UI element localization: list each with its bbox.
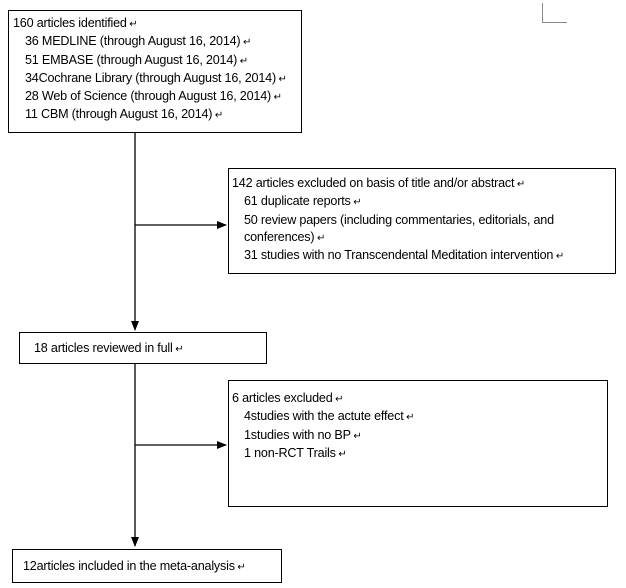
excluded-screening-title: 142 articles excluded on basis of title and/or abstract ↵: [232, 175, 611, 193]
reviewed-title: 18 articles reviewed in full ↵: [34, 340, 266, 358]
source-cbm: 11 CBM (through August 16, 2014) ↵: [13, 106, 301, 124]
reviewed-box: [19, 332, 267, 364]
excluded-full-title: 6 articles excluded ↵: [232, 390, 603, 408]
excluded-no-tm: 31 studies with no Transcendental Meditation intervention ↵: [232, 247, 611, 265]
excluded-screening-box: [228, 168, 616, 274]
included-box: [12, 549, 282, 583]
source-cochrane: 34Cochrane Library (through August 16, 2014) ↵: [13, 70, 301, 88]
excluded-no-bp: 1studies with no BP ↵: [232, 427, 603, 445]
excluded-duplicates: 61 duplicate reports ↵: [232, 193, 611, 211]
excluded-non-rct: 1 non-RCT Trails ↵: [232, 445, 603, 463]
excluded-acute-effect: 4studies with the actute effect ↵: [232, 408, 603, 426]
identified-box: [8, 10, 302, 133]
source-medline: 36 MEDLINE (through August 16, 2014) ↵: [13, 33, 301, 51]
source-web-of-science: 28 Web of Science (through August 16, 2014) ↵: [13, 88, 301, 106]
excluded-full-box: [228, 380, 608, 507]
identified-title: 160 articles identified ↵: [13, 15, 301, 33]
excluded-reviews: 50 review papers (including commentaries, editorials, and conferences) ↵: [232, 212, 594, 248]
source-embase: 51 EMBASE (through August 16, 2014) ↵: [13, 52, 301, 70]
included-title: 12articles included in the meta-analysis ↵: [23, 558, 281, 576]
